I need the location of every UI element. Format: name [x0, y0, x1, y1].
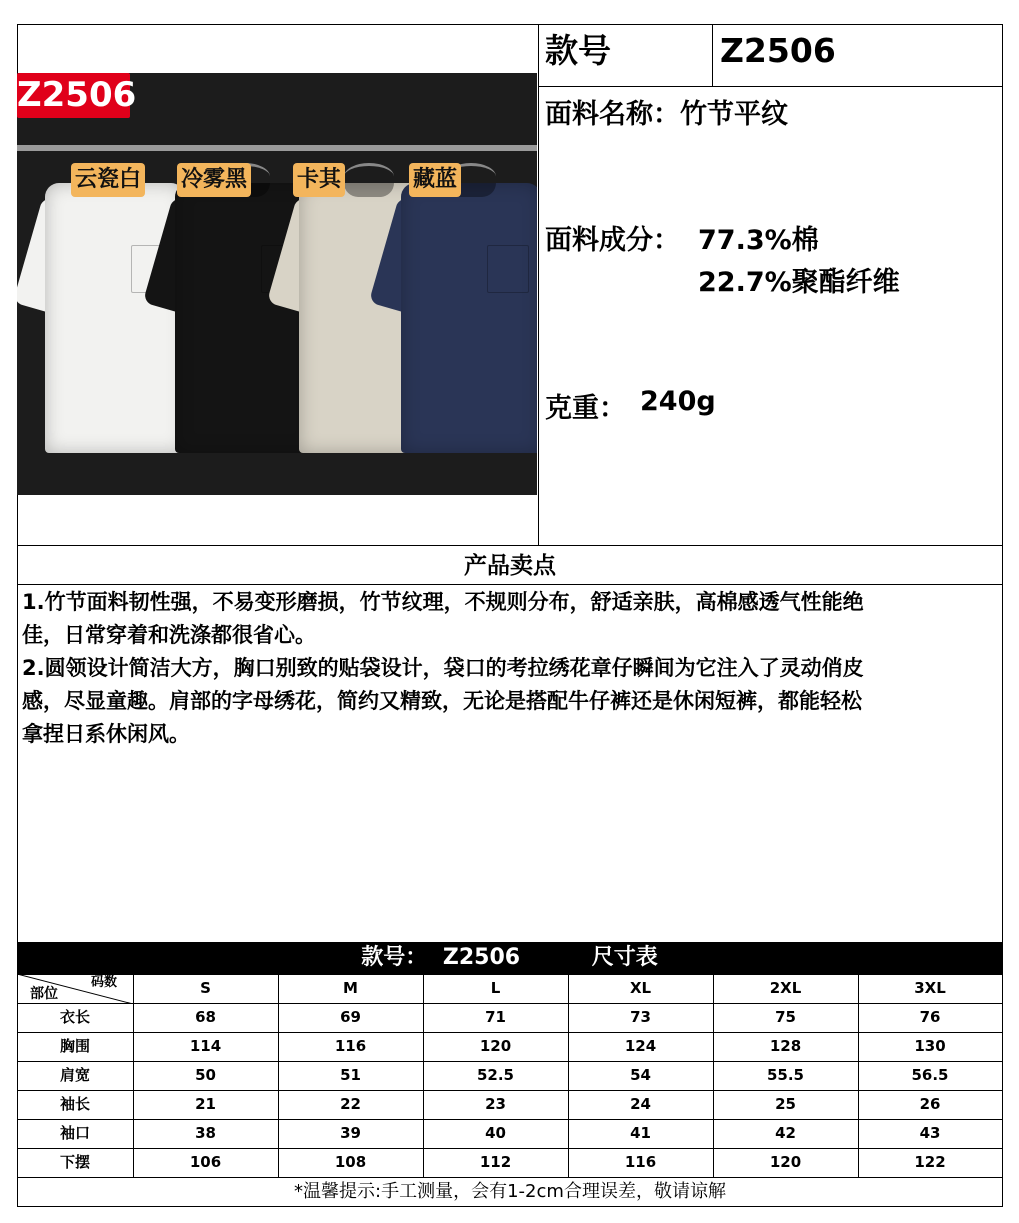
divider-under-selling-title: [17, 584, 1003, 585]
color-tag: 藏蓝: [409, 163, 461, 197]
tshirt-collar: [344, 183, 394, 197]
size-value-cell: 116: [334, 1037, 367, 1055]
weight-value: 240g: [640, 386, 716, 417]
tshirt-body: [401, 183, 537, 453]
size-title-label: 款号：: [361, 945, 428, 970]
size-value-cell: 26: [919, 1095, 941, 1113]
size-value-cell: 120: [769, 1153, 802, 1171]
size-value-cell: 50: [195, 1066, 216, 1084]
size-value-cell: 21: [195, 1095, 216, 1113]
divider-under-style-no: [538, 86, 1003, 87]
size-header-cell: L: [490, 979, 501, 997]
size-value-cell: 40: [485, 1124, 506, 1142]
size-value-cell: 24: [630, 1095, 651, 1113]
composition-label: 面料成分：: [545, 225, 680, 256]
size-value-cell: 22: [340, 1095, 361, 1113]
size-value-cell: 120: [479, 1037, 512, 1055]
selling-points-title: 产品卖点: [464, 553, 556, 579]
size-part-label: 胸围: [59, 1037, 90, 1055]
size-value-cell: 39: [340, 1124, 361, 1142]
size-part-label: 下摆: [59, 1153, 90, 1171]
size-value-cell: 124: [624, 1037, 657, 1055]
selling-point-2-line1: 2.圆领设计简洁大方，胸口别致的贴袋设计，袋口的考拉绣花章仔瞬间为它注入了灵动俏皮: [22, 656, 864, 680]
size-value-cell: 55.5: [766, 1066, 804, 1084]
size-value-cell: 43: [919, 1124, 941, 1142]
tshirt-body: [45, 183, 185, 453]
size-header-cell: XL: [629, 979, 652, 997]
corner-size-label: 码数: [91, 975, 118, 990]
divider-top-selling: [17, 545, 1003, 546]
chest-pocket: [487, 245, 529, 293]
size-table-col-line: [1002, 974, 1003, 1177]
size-value-cell: 106: [189, 1153, 222, 1171]
selling-point-1-line2: 佳，日常穿着和洗涤都很省心。: [22, 623, 316, 647]
size-part-label: 袖长: [59, 1095, 90, 1113]
fabric-name: 面料名称：竹节平纹: [545, 99, 788, 130]
size-header-cell: S: [200, 979, 211, 997]
hanging-rail: [17, 145, 537, 151]
size-value-cell: 68: [195, 1008, 216, 1026]
size-table-title: [17, 942, 1002, 974]
size-value-cell: 41: [630, 1124, 651, 1142]
size-value-cell: 42: [775, 1124, 796, 1142]
size-header-cell: 2XL: [769, 979, 802, 997]
border-top: [17, 24, 1003, 25]
size-value-cell: 112: [479, 1153, 512, 1171]
product-photo: [17, 73, 537, 495]
size-value-cell: 71: [485, 1008, 506, 1026]
divider-style-no: [712, 24, 713, 86]
style-no-label: 款号: [545, 31, 611, 70]
size-footnote: *温馨提示:手工测量，会有1-2cm合理误差，敬请谅解: [294, 1181, 726, 1202]
border-bottom: [17, 1206, 1003, 1207]
size-value-cell: 54: [630, 1066, 651, 1084]
color-tag: 卡其: [293, 163, 345, 197]
weight-label: 克重：: [545, 393, 626, 424]
size-part-label: 衣长: [59, 1008, 90, 1026]
size-title-value: Z2506: [442, 945, 521, 970]
size-value-cell: 25: [775, 1095, 796, 1113]
size-value-cell: 128: [769, 1037, 802, 1055]
selling-point-2-line3: 拿捏日系休闲风。: [22, 722, 190, 746]
size-value-cell: 130: [914, 1037, 946, 1055]
size-value-cell: 38: [195, 1124, 216, 1142]
size-value-cell: 23: [485, 1095, 506, 1113]
divider-photo-specs: [538, 24, 539, 546]
size-part-label: 袖口: [59, 1124, 90, 1142]
selling-point-2-line2: 感，尽显童趣。肩部的字母绣花，简约又精致，无论是搭配牛仔裤还是休闲短裤，都能轻松: [22, 689, 862, 713]
size-value-cell: 76: [919, 1008, 941, 1026]
size-value-cell: 56.5: [911, 1066, 949, 1084]
selling-point-1-line1: 1.竹节面料韧性强，不易变形磨损，竹节纹理，不规则分布，舒适亲肤，高棉感透气性能绝: [22, 590, 864, 614]
composition-cotton: 77.3%棉: [698, 225, 819, 256]
size-header-cell: 3XL: [914, 979, 946, 997]
color-tag: 冷雾黑: [177, 163, 251, 197]
size-value-cell: 116: [624, 1153, 657, 1171]
size-value-cell: 108: [334, 1153, 367, 1171]
style-no-value: Z2506: [720, 31, 836, 70]
color-tag: 云瓷白: [71, 163, 145, 197]
size-value-cell: 52.5: [476, 1066, 514, 1084]
style-badge: Z2506: [17, 73, 130, 118]
size-title-suffix: 尺寸表: [591, 945, 658, 970]
size-part-label: 肩宽: [59, 1066, 90, 1084]
size-value-cell: 69: [340, 1008, 361, 1026]
size-value-cell: 75: [775, 1008, 796, 1026]
size-value-cell: 73: [630, 1008, 651, 1026]
size-value-cell: 114: [189, 1037, 222, 1055]
corner-part-label: 部位: [30, 986, 58, 1002]
composition-polyester: 22.7%聚酯纤维: [698, 267, 900, 298]
size-header-cell: M: [343, 979, 358, 997]
size-value-cell: 51: [340, 1066, 361, 1084]
size-value-cell: 122: [914, 1153, 946, 1171]
